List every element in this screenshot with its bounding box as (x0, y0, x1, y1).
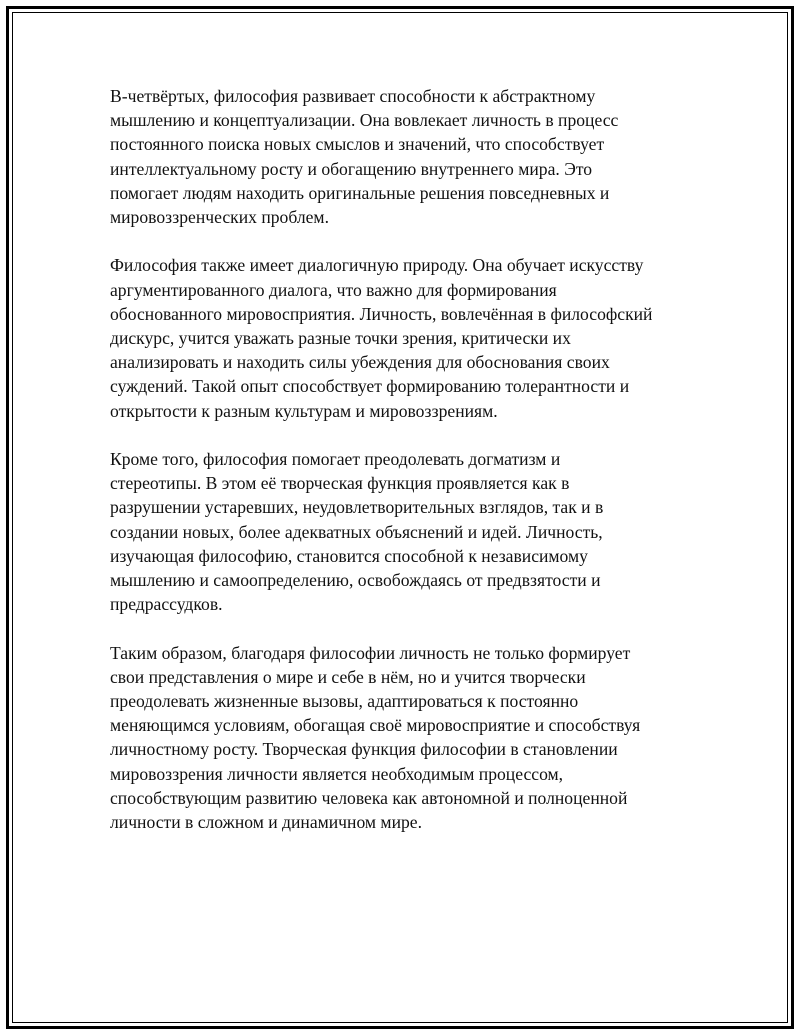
paragraph-abstract-thinking: В-четвёртых, философия развивает способности к абстрактному мышлению и концептуализации. Она вовлекает личность в процесс постоянного поиска новых смыслов и значений, что способствует интеллектуальному росту и обогащению внутреннего мира. Это помогает людям находить оригинальные решения повседневных и мировоззренческих проблем. (110, 86, 619, 228)
paragraph-dialogic-nature: Философия также имеет диалогичную природу. Она обучает искусству аргументированного диалога, что важно для формирования обоснованного мировосприятия. Личность, вовлечённая в философский дискурс, учится уважать разные точки зрения, критически их анализировать и находить силы убеждения для обоснования своих суждений. Такой опыт способствует формированию толерантности и открытости к разным культурам и мировоззрениям. (110, 255, 653, 421)
paragraph-conclusion: Таким образом, благодаря философии личность не только формирует свои представления о мире и себе в нём, но и учится творчески преодолевать жизненные вызовы, адаптироваться к постоянно меняющимся условиям, обогащая своё мировосприятие и способствуя личностному росту. Творческая функция философии в становлении мировоззрения личности является необходимым процессом, способствующим развитию человека как автономной и полноценной личности в сложном и динамичном мире. (110, 642, 641, 833)
document-body (110, 84, 670, 858)
paragraph-overcoming-dogmatism: Кроме того, философия помогает преодолевать догматизм и стереотипы. В этом её творческая функция проявляется как в разрушении устаревших, неудовлетворительных взглядов, так и в создании новых, более адекватных объяснений и идей. Личность, изучающая философию, становится способной к независимому мышлению и самоопределению, освобождаясь от предвзятости и предрассудков. (110, 449, 604, 615)
